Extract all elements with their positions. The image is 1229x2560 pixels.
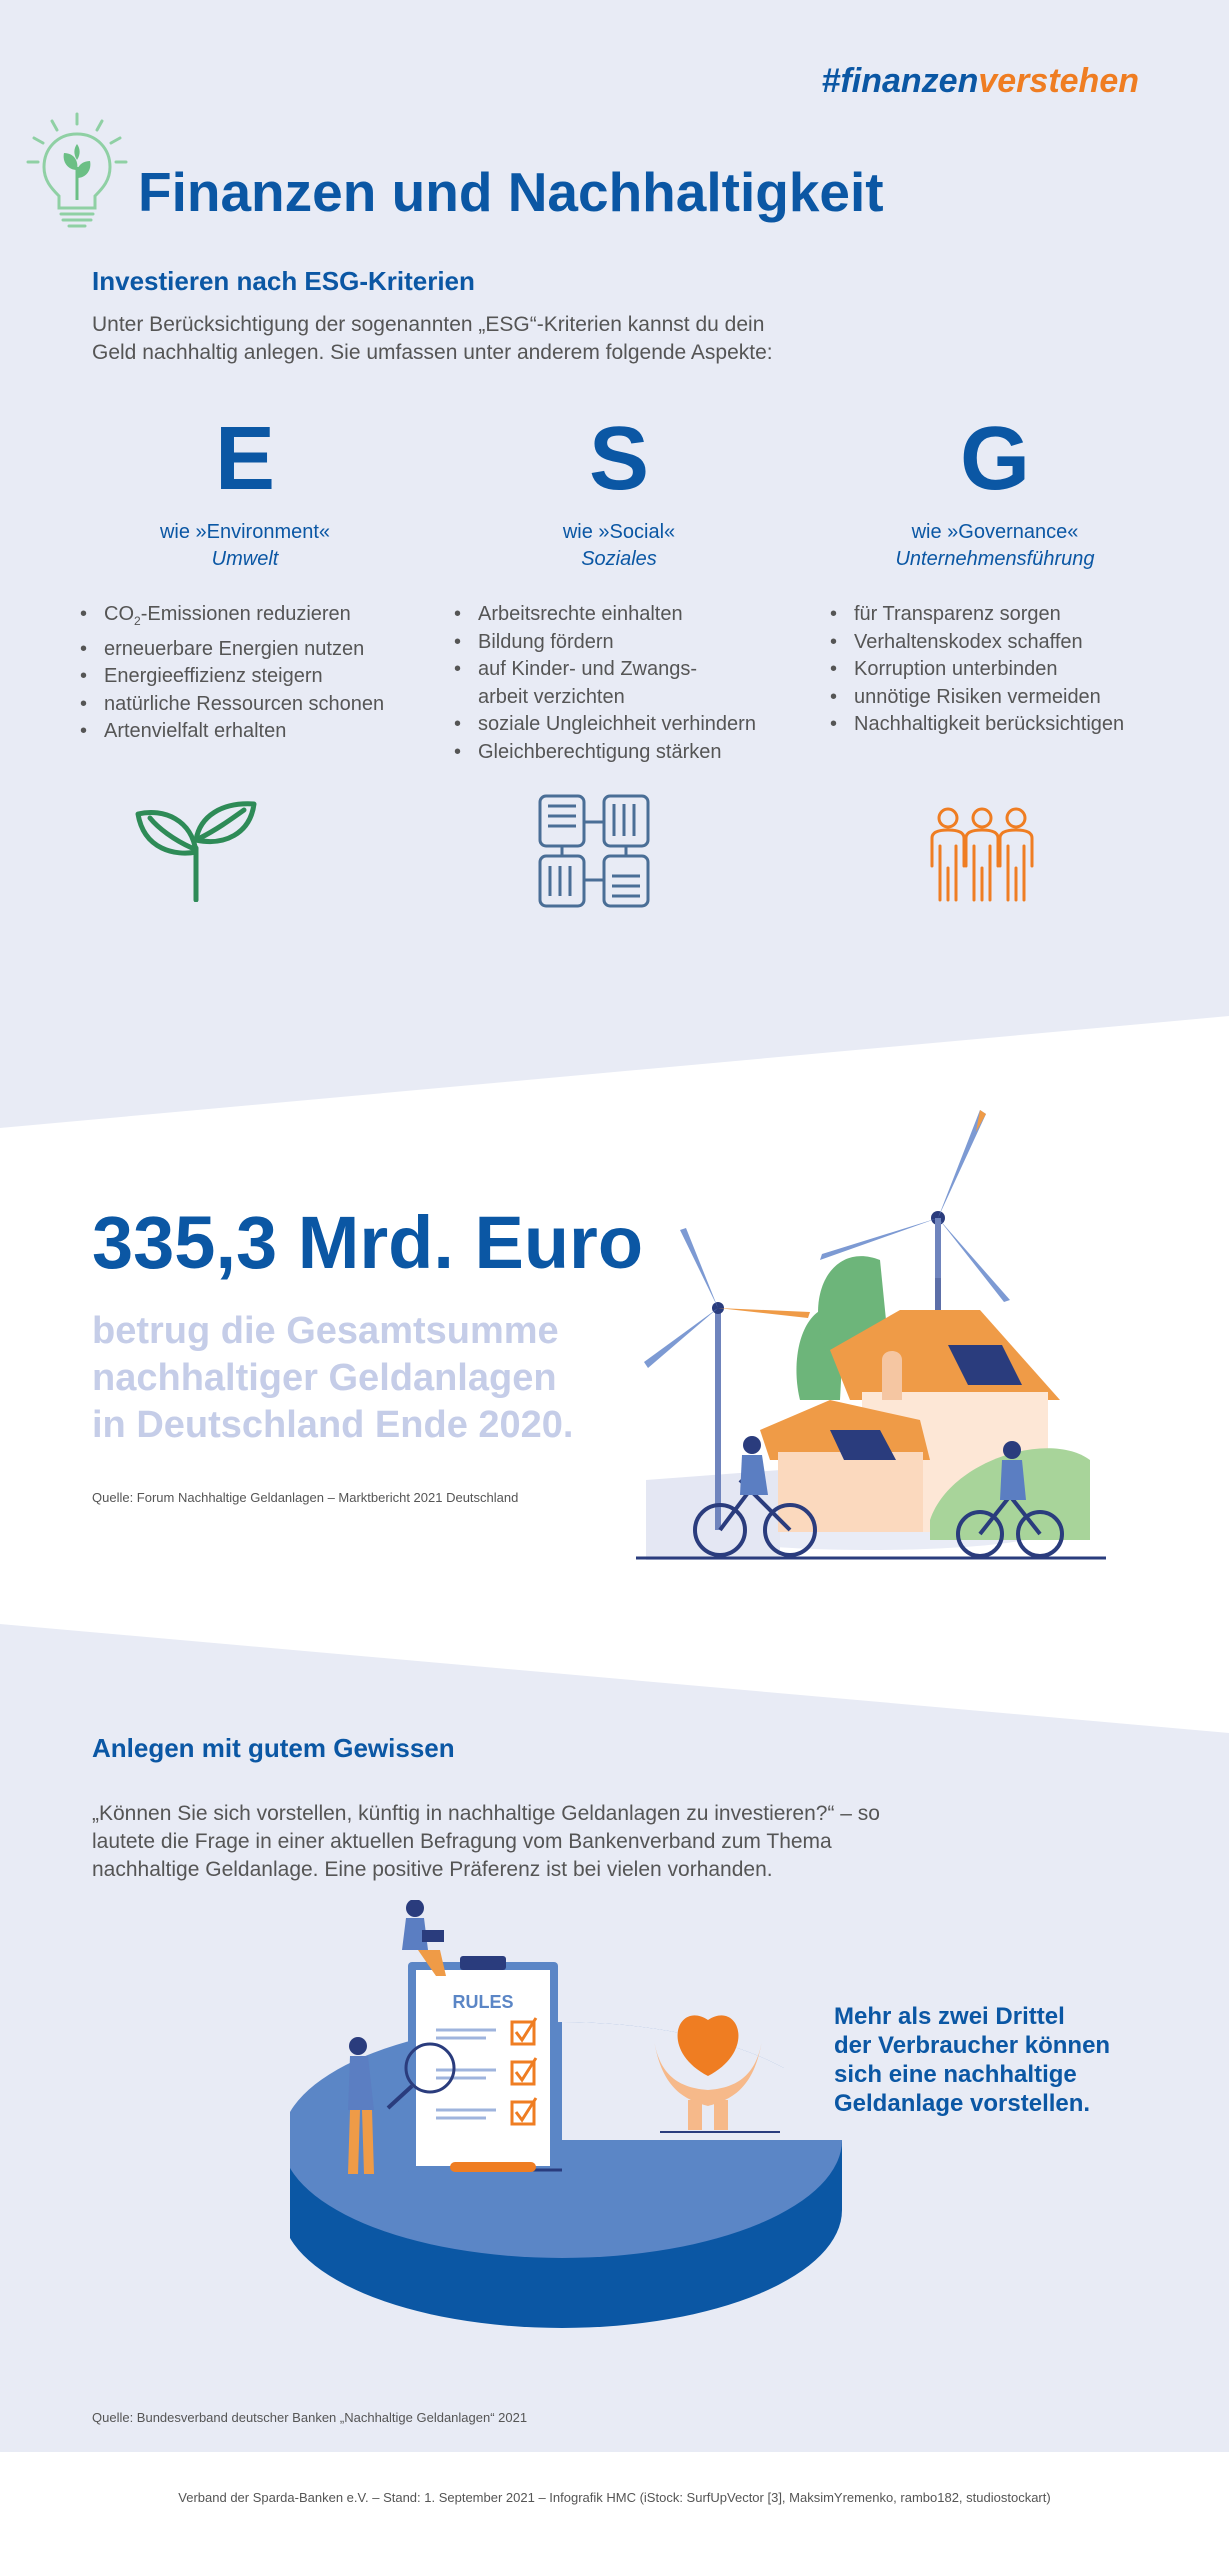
stat-source: Quelle: Forum Nachhaltige Geldanlagen – Marktbericht 2021 Deutschland xyxy=(92,1490,519,1505)
list-item: • für Transparenz sorgen xyxy=(830,601,1160,629)
list-item: • auf Kinder- und Zwangs- arbeit verzichten xyxy=(454,656,794,711)
pie-chart-illustration xyxy=(290,1900,890,2360)
esg-letter: S xyxy=(588,409,650,509)
total-amount-description: betrug die Gesamtsumme nachhaltiger Geldanlagen in Deutschland Ende 2020. xyxy=(92,1310,574,1446)
esg-points xyxy=(454,601,794,766)
esg-heading: Investieren nach ESG-Kriterien xyxy=(92,266,475,296)
esg-column-environment xyxy=(80,408,410,746)
list-item: • soziale Ungleichheit verhindern xyxy=(454,711,794,739)
list-item: • natürliche Ressourcen schonen xyxy=(80,691,410,719)
list-item: • Arbeitsrechte einhalten xyxy=(454,601,794,629)
esg-label: wie »Social« xyxy=(562,521,676,543)
plant-sprout-icon xyxy=(134,800,258,902)
survey-heading: Anlegen mit gutem Gewissen xyxy=(92,1733,455,1763)
page-title: Finanzen und Nachhaltigkeit xyxy=(138,161,884,223)
list-item: • unnötige Risiken vermeiden xyxy=(830,684,1160,712)
esg-label: wie »Governance« xyxy=(911,521,1079,543)
esg-meaning: Unternehmensführung xyxy=(895,548,1095,570)
hashtag: #finanzenverstehen xyxy=(821,62,1139,100)
esg-points xyxy=(80,601,410,746)
esg-column-governance xyxy=(830,408,1160,739)
joined-hands-icon xyxy=(534,792,654,910)
esg-points xyxy=(830,601,1160,739)
total-amount: 335,3 Mrd. Euro xyxy=(92,1201,644,1284)
list-item: • Bildung fördern xyxy=(454,629,794,657)
list-item: • Gleichberechtigung stärken xyxy=(454,739,794,767)
survey-source: Quelle: Bundesverband deutscher Banken „Nachhaltige Geldanlagen“ 2021 xyxy=(92,2410,528,2425)
esg-label: wie »Environment« xyxy=(159,521,331,543)
list-item: • Korruption unterbinden xyxy=(830,656,1160,684)
list-item: • erneuerbare Energien nutzen xyxy=(80,636,410,664)
survey-text: „Können Sie sich vorstellen, künftig in nachhaltige Geldanlagen zu investieren?“ – so lautete die Frage in einer aktuellen Befragung vom Bankenverband zum Thema nachhaltige Geldanlage. Eine positive Präferenz ist bei vielen vorhanden. xyxy=(92,1802,880,1881)
list-item: • Nachhaltigkeit berücksichtigen xyxy=(830,711,1160,739)
survey-callout: Mehr als zwei Drittel der Verbraucher können sich eine nachhaltige Geldanlage vorstellen. xyxy=(834,2003,1111,2117)
lightbulb-icon xyxy=(24,112,130,230)
esg-column-social xyxy=(454,408,784,766)
group-people-icon xyxy=(926,806,1038,902)
list-item: • Artenvielfalt erhalten xyxy=(80,718,410,746)
esg-meaning: Soziales xyxy=(581,548,657,570)
list-item: • Verhaltenskodex schaffen xyxy=(830,629,1160,657)
esg-intro: Unter Berücksichtigung der sogenannten „ESG“-Kriterien kannst du dein Geld nachhaltig anlegen. Sie umfassen unter anderem folgende Aspekte: xyxy=(92,313,773,364)
esg-meaning: Umwelt xyxy=(211,548,279,570)
list-item: • $CO_2$-Emissionen reduzieren xyxy=(80,601,410,636)
wind-turbines-house-illustration xyxy=(630,1100,1110,1570)
esg-letter: G xyxy=(959,409,1030,509)
footer: Verband der Sparda-Banken e.V. – Stand: 1. September 2021 – Infografik HMC (iStock: SurfUpVector [3], MaksimYremenko, rambo182, studiostockart) xyxy=(178,2490,1051,2505)
list-item: • Energieeffizienz steigern xyxy=(80,663,410,691)
esg-letter: E xyxy=(214,409,276,509)
clipboard-label: RULES xyxy=(452,1992,514,2012)
